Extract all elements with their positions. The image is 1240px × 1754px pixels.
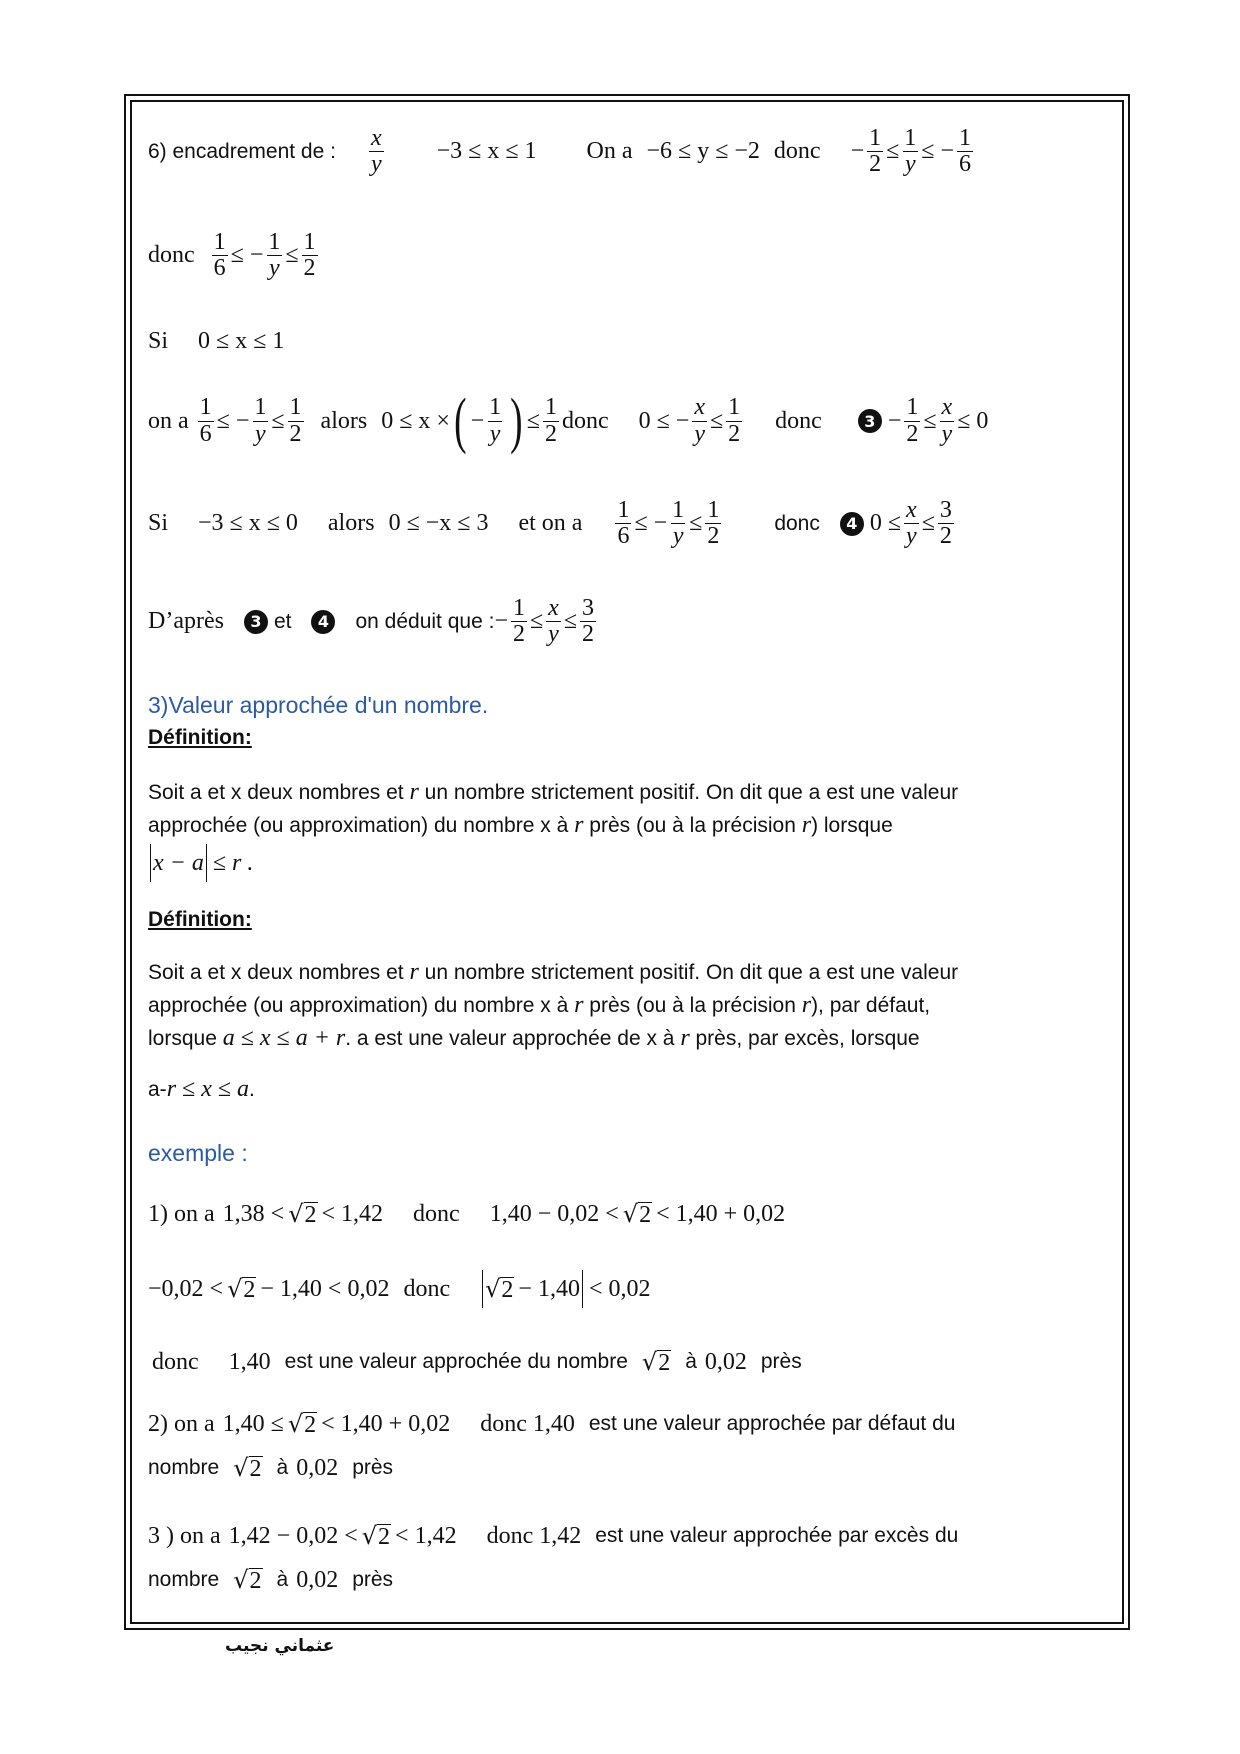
donc-text: donc <box>773 138 821 165</box>
sqrt-2: √ 2 <box>233 1566 262 1594</box>
range-y: −6 ≤ y ≤ −2 <box>646 138 760 165</box>
range-x: −3 ≤ x ≤ 1 <box>436 138 537 165</box>
definition-2-text: Soit a et x deux nombres et r un nombre strictement positif. On dit que a est une valeur approchée (ou approximation) du nombre x à r près (ou à la précision r), par défaut, lorsque a ≤ x ≤ a + r. a est une valeur approchée de x à r près, par excès, lorsque a-r ≤ x ≤ a. <box>148 959 959 1102</box>
sqrt-2: √ 2 <box>233 1454 262 1482</box>
example-line-3: donc 1,40 est une valeur approchée du nombre √ 2 à 0,02 près <box>152 1348 802 1376</box>
section-3-title: 3)Valeur approchée d'un nombre. <box>148 692 489 718</box>
example-title: exemple : <box>148 1140 248 1166</box>
line-conclusion: D’après 3 et 4 on déduit que : − $\frac{1}{2}$ ≤ $\frac{x}{y}$ ≤ $\frac{3}{2}$ <box>148 595 594 648</box>
badge-3-icon: 3 <box>244 610 268 634</box>
line-on-a-positive-case: on a $\frac{1}{6}$ ≤ − $\frac{1}{y}$ ≤ $\frac{1}{2}$ alors 0 ≤ x × ( − $\frac{1}{y}$ ) ≤ $\frac{1}{2}$ donc 0 ≤ − $\frac{x}{y}$ ≤ $\frac{1}{2}$ donc 3 − $\frac{1}{2}$ ≤ $\frac{x}{y}$ ≤ 0 <box>148 387 989 455</box>
fraction-1-2: $\frac{1}{2}$ <box>303 229 316 282</box>
fraction-1-y: $\frac{1}{y}$ <box>268 229 281 282</box>
fraction-1-6: $\frac{1}{6}$ <box>213 229 226 282</box>
fraction-1-2: $\frac{1}{2}$ <box>869 125 882 178</box>
example-line-2: −0,02 < √ 2 − 1,40 < 0,02 donc √ 2 − 1,40 < 0,02 <box>148 1270 651 1308</box>
sqrt-2: √ 2 <box>227 1275 256 1303</box>
right-parenthesis: ) <box>510 387 523 455</box>
badge-3-icon: 3 <box>858 409 882 433</box>
item-6-label: 6) encadrement de : <box>148 139 336 163</box>
sqrt-2: √ 2 <box>622 1200 652 1228</box>
definition-1-text: Soit a et x deux nombres et r un nombre strictement positif. On dit que a est une valeur approchée (ou approximation) du nombre x à r près (ou à la précision r) lorsque x − a ≤ r . <box>148 776 1078 882</box>
definition-2-title: Définition: <box>148 908 252 931</box>
sqrt-2: √ 2 <box>288 1200 317 1228</box>
badge-4-icon: 4 <box>840 512 864 536</box>
line-si-negative-case: Si −3 ≤ x ≤ 0 alors 0 ≤ −x ≤ 3 et on a $\frac{1}{6}$ ≤ − $\frac{1}{y}$ ≤ $\frac{1}{2}$ donc 4 0 ≤ $\frac{x}{y}$ ≤ $\frac{3}{2}$ <box>148 497 952 550</box>
author-footer: عثماني نجيب <box>225 1636 335 1656</box>
example-line-5: 3 ) on a 1,42 − 0,02 < √ 2 < 1,42 donc 1,42 est une valeur approchée par excès du <box>148 1522 959 1550</box>
sqrt-2: √ 2 <box>361 1522 391 1550</box>
on-a-text: On a <box>586 138 633 165</box>
badge-4-icon: 4 <box>311 610 335 634</box>
example-line-5b: nombre √ 2 à 0,02 près <box>148 1566 394 1594</box>
sqrt-2: √ 2 <box>485 1275 514 1303</box>
left-parenthesis: ( <box>454 387 467 455</box>
line-si-1: Si 0 ≤ x ≤ 1 <box>148 328 285 354</box>
fraction-x-over-y: $\frac{x}{y}$ <box>370 125 382 178</box>
line-encadrement: 6) encadrement de : $\frac{x}{y}$ −3 ≤ x ≤ 1 On a −6 ≤ y ≤ −2 donc − $\frac{1}{2}$ ≤ $\frac{1}{y}$ ≤ − $\frac{1}{6}$ <box>148 125 971 178</box>
fraction-1-y: $\frac{1}{y}$ <box>904 125 917 178</box>
fraction-1-6: $\frac{1}{6}$ <box>959 125 971 178</box>
definition-1-title: Définition: <box>148 726 252 749</box>
sqrt-2: √ 2 <box>641 1348 671 1376</box>
example-line-4: 2) on a 1,40 ≤ √ 2 < 1,40 + 0,02 donc 1,40 est une valeur approchée par défaut du <box>148 1410 956 1438</box>
example-line-1: 1) on a 1,38 < √ 2 < 1,42 donc 1,40 − 0,02 < √ 2 < 1,40 + 0,02 <box>148 1200 786 1228</box>
example-line-4b: nombre √ 2 à 0,02 près <box>148 1454 394 1482</box>
sqrt-2: √ 2 <box>287 1410 317 1438</box>
line-donc-inverse: donc $\frac{1}{6}$ ≤ − $\frac{1}{y}$ ≤ $\frac{1}{2}$ <box>148 229 316 282</box>
